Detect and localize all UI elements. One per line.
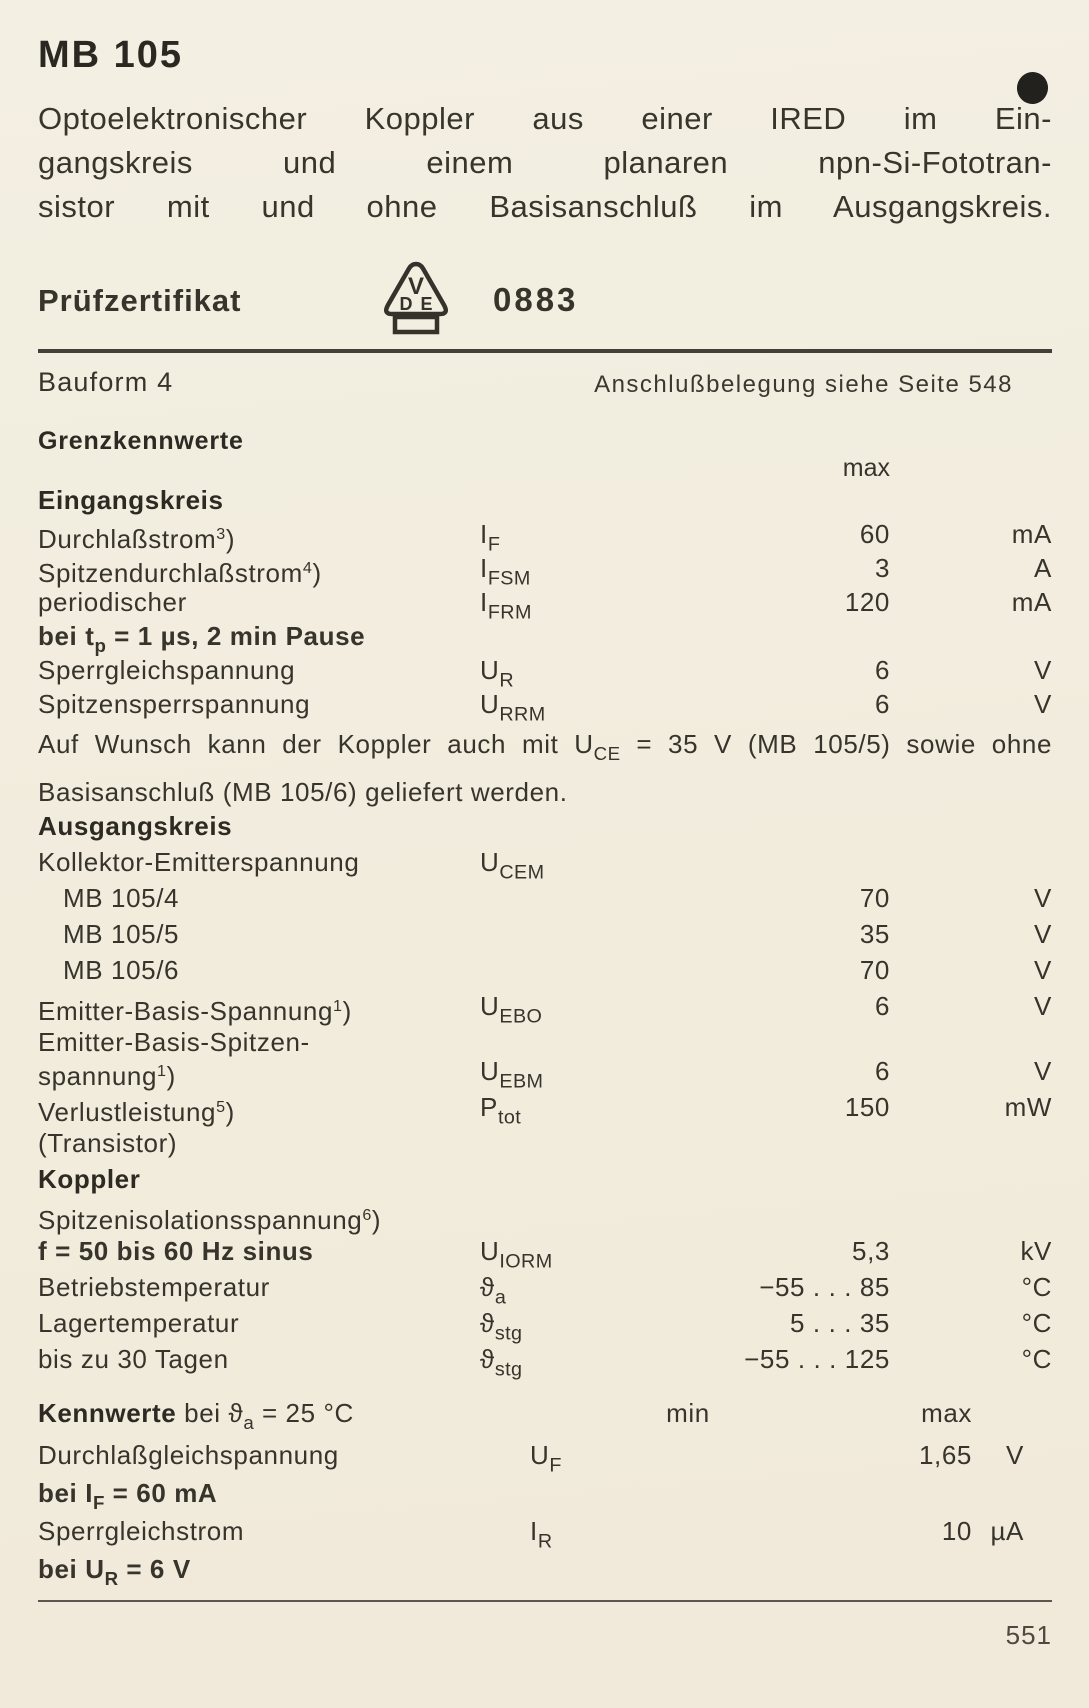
option-note-line: Basisanschluß (MB 105/6) geliefert werden.	[38, 777, 568, 808]
row-label: Ausgangskreis	[38, 811, 233, 842]
row-label: MB 105/5	[63, 919, 180, 950]
kennwerte-title: Kennwerte	[38, 1398, 177, 1429]
formula-symbol: $P_{tot}$	[480, 1092, 522, 1129]
row-label: bei $t_p = 1$ µs, 2 min Pause	[38, 621, 366, 657]
row-value: 70	[859, 955, 890, 986]
pinout-reference: Anschlußbelegung siehe Seite 548	[594, 371, 1013, 398]
formula-symbol: $ϑ_{stg}$	[480, 1344, 523, 1381]
row-unit: mA	[1011, 519, 1052, 549]
row-label: Emitter-Basis-Spannung$^1$)	[38, 995, 352, 1026]
table-row	[38, 883, 1052, 919]
row-unit: V	[1034, 1056, 1052, 1087]
section-subheader-row	[38, 485, 1052, 519]
row-unit: V	[1006, 1440, 1024, 1471]
row-label: Sperrgleichspannung	[38, 655, 296, 685]
row-label: Durchlaßgleichspannung	[38, 1440, 339, 1471]
section-subheader-row	[38, 1164, 1052, 1200]
description-line: sistor mit und ohne Basisanschluß im Ausgangskreis.	[38, 189, 1052, 224]
row-unit: °C	[1021, 1308, 1052, 1339]
row-value: 6	[874, 689, 890, 719]
table-row	[38, 519, 1052, 556]
certificate-label: Prüfzertifikat	[38, 283, 242, 318]
row-unit: V	[1034, 991, 1052, 1022]
row-value: 1,65	[918, 1440, 972, 1471]
row-unit: °C	[1021, 1272, 1052, 1303]
bauform-label: Bauform 4	[38, 367, 174, 397]
device-description	[38, 97, 1052, 229]
kennwerte-table	[38, 1440, 1052, 1592]
table-row	[38, 621, 1052, 655]
row-label: Betriebstemperatur	[38, 1272, 270, 1303]
page-number: 551	[1005, 1620, 1052, 1651]
row-label: bis zu 30 Tagen	[38, 1344, 229, 1375]
row-unit: µA	[990, 1516, 1024, 1547]
row-unit: mW	[1004, 1092, 1052, 1123]
table-row	[38, 1344, 1052, 1380]
row-label: Spitzensperrspannung	[38, 689, 311, 719]
svg-text:D: D	[399, 294, 413, 314]
row-unit: °C	[1021, 1344, 1052, 1375]
formula-symbol: $I_{FRM}$	[480, 587, 532, 624]
row-label: Sperrgleichstrom	[38, 1516, 245, 1547]
row-value: 35	[859, 919, 890, 950]
table-row	[38, 1516, 1052, 1554]
row-value: 6	[874, 1056, 890, 1087]
table-row	[38, 1236, 1052, 1272]
row-value: 6	[874, 991, 890, 1022]
formula-symbol: $ϑ_a$	[480, 1272, 507, 1309]
table-row	[38, 1554, 1052, 1592]
row-value: 120	[844, 587, 890, 617]
row-unit: kV	[1020, 1236, 1052, 1267]
table-row	[38, 955, 1052, 991]
row-value: 5,3	[852, 1236, 890, 1267]
row-unit: V	[1034, 919, 1052, 950]
row-label: spannung$^1$)	[38, 1060, 176, 1091]
row-label: bei $U_R = 6$ V	[38, 1554, 191, 1590]
svg-text:V: V	[407, 273, 425, 300]
row-value: −55 . . . 85	[759, 1272, 890, 1303]
row-value: 60	[859, 519, 890, 549]
certificate-number: 0883	[493, 281, 579, 318]
row-unit: A	[1034, 553, 1052, 583]
row-unit: V	[1034, 883, 1052, 914]
formula-symbol: $U_{RRM}$	[480, 689, 546, 726]
formula-symbol: $U_R$	[480, 655, 515, 692]
table-row	[38, 1272, 1052, 1308]
row-unit: V	[1034, 955, 1052, 986]
description-line: gangskreis und einem planaren npn-Si-Fototran-	[38, 145, 1052, 180]
formula-symbol: $U_F$	[530, 1440, 562, 1477]
row-value: 5 . . . 35	[790, 1308, 890, 1339]
formula-symbol: $U_{IORM}$	[480, 1236, 553, 1273]
row-label: bei $I_F = 60$ mA	[38, 1478, 218, 1514]
vde-triangle-icon	[378, 259, 454, 344]
column-header-max: max	[842, 454, 890, 482]
row-label: Spitzenisolationsspannung$^6$)	[38, 1204, 382, 1235]
svg-text:E: E	[420, 294, 433, 314]
row-label: (Transistor)	[38, 1128, 178, 1159]
formula-symbol: $U_{EBO}$	[480, 991, 543, 1028]
table-row	[38, 1056, 1052, 1092]
row-value: −55 . . . 125	[744, 1344, 890, 1375]
row-label: Spitzendurchlaßstrom$^4$)	[38, 557, 322, 588]
formula-symbol: $I_{FSM}$	[480, 553, 531, 590]
table-row	[38, 1478, 1052, 1516]
table-row	[38, 1128, 1052, 1164]
table-row	[38, 1200, 1052, 1236]
datasheet-page	[0, 34, 1089, 1708]
table-row	[38, 919, 1052, 955]
table-row	[38, 1440, 1052, 1478]
formula-symbol: $I_R$	[530, 1516, 553, 1553]
grenzkennwerte-header	[38, 427, 1052, 485]
table-row	[38, 1027, 1052, 1056]
row-label: periodischer	[38, 587, 187, 617]
row-value: 150	[844, 1092, 890, 1123]
table-row	[38, 553, 1052, 590]
option-note	[38, 725, 1052, 811]
grenzkennwerte-table	[38, 485, 1052, 726]
certificate-row	[38, 259, 1052, 335]
table-row	[38, 991, 1052, 1027]
info-row	[38, 367, 1052, 401]
formula-symbol: $ϑ_{stg}$	[480, 1308, 523, 1345]
formula-symbol: $U_{CEM}$	[480, 847, 545, 884]
table-row	[38, 655, 1052, 692]
row-label: Koppler	[38, 1164, 141, 1195]
formula-symbol: $U_{EBM}$	[480, 1056, 544, 1093]
row-label: Eingangskreis	[38, 485, 224, 515]
row-value: 3	[874, 553, 890, 583]
kennwerte-header: Kennwerte bei $ϑ_a = 25$ °C min max	[38, 1398, 972, 1434]
row-value: 10	[941, 1516, 972, 1547]
table-row	[38, 689, 1052, 726]
description-line: Optoelektronischer Koppler aus einer IRED im Ein-	[38, 101, 1052, 136]
table-row	[38, 1092, 1052, 1128]
section-subheader-row	[38, 811, 1052, 847]
row-label: Durchlaßstrom$^3$)	[38, 523, 236, 554]
page-title: MB 105	[38, 34, 184, 76]
row-label: MB 105/6	[63, 955, 180, 986]
table-row	[38, 1308, 1052, 1344]
row-label: Kollektor-Emitterspannung	[38, 847, 360, 878]
formula-symbol: $I_F$	[480, 519, 501, 556]
row-value: 70	[859, 883, 890, 914]
row-unit: V	[1034, 689, 1052, 719]
column-header-max: max	[921, 1398, 972, 1429]
section-divider	[38, 349, 1052, 353]
row-label: Lagertemperatur	[38, 1308, 240, 1339]
ausgangskreis-table	[38, 811, 1052, 1380]
grenzkennwerte-title: Grenzkennwerte	[38, 427, 244, 455]
row-value: 6	[874, 655, 890, 685]
row-label: f = 50 bis 60 Hz sinus	[38, 1236, 314, 1267]
column-header-min: min	[666, 1398, 710, 1429]
row-unit: mA	[1011, 587, 1052, 617]
row-label: Emitter-Basis-Spitzen-	[38, 1027, 310, 1058]
option-note-line: Auf Wunsch kann der Koppler auch mit $U_{CE} = 35$ V (MB 105/5) sowie ohne	[38, 729, 1053, 765]
row-label: MB 105/4	[63, 883, 180, 914]
row-label: Verlustleistung$^5$)	[38, 1096, 235, 1127]
table-row	[38, 847, 1052, 883]
row-unit: V	[1034, 655, 1052, 685]
table-row	[38, 587, 1052, 624]
footer-divider	[38, 1600, 1052, 1602]
